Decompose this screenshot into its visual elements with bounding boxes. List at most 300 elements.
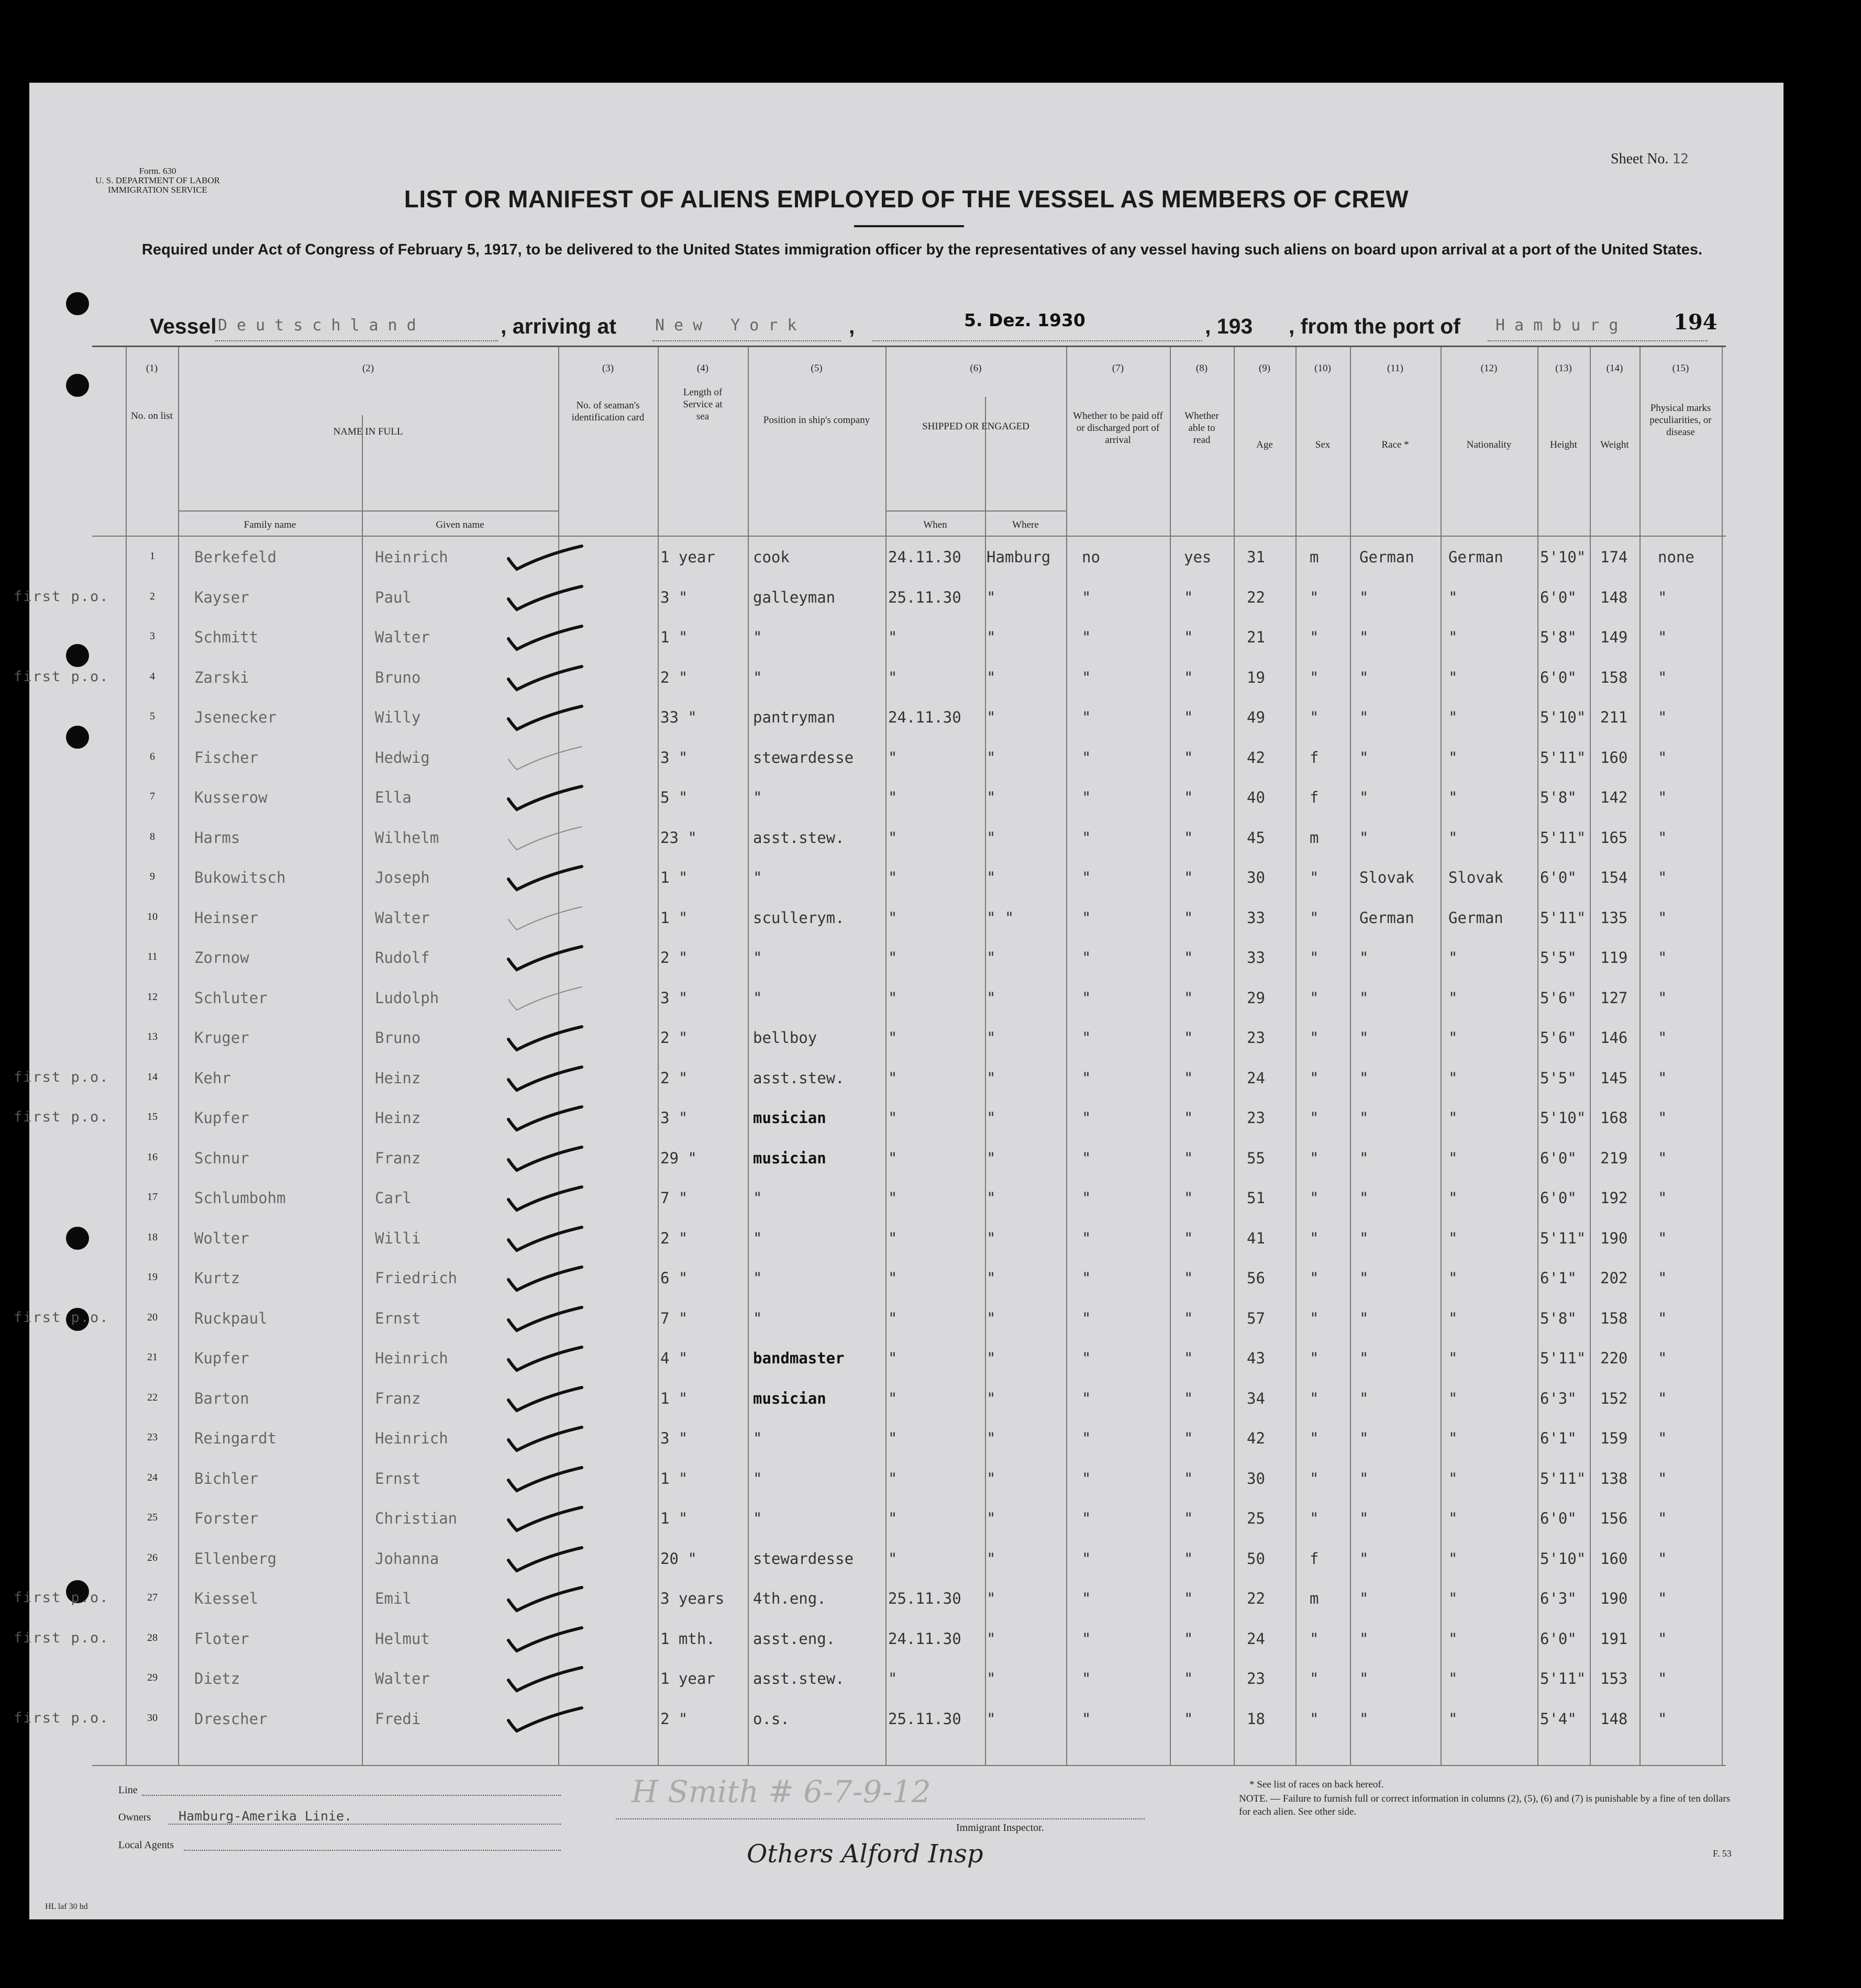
- service-length: 4 ": [660, 1349, 688, 1367]
- family-name-header: Family name: [243, 519, 296, 530]
- height: 5'11": [1540, 1469, 1586, 1487]
- shipped-where: ": [987, 949, 996, 967]
- check-mark-icon: [503, 1220, 587, 1257]
- row-number: 1: [150, 550, 155, 562]
- age: 51: [1247, 1189, 1265, 1207]
- row-number: 28: [147, 1631, 158, 1643]
- shipped-when: ": [888, 1229, 898, 1247]
- row-number: 26: [147, 1551, 158, 1563]
- service-length: 3 ": [660, 1429, 688, 1447]
- able-to-read: ": [1184, 588, 1193, 606]
- col11-header: Race *: [1381, 439, 1409, 450]
- able-to-read: ": [1184, 1469, 1193, 1487]
- family-name: Kusserow: [194, 788, 268, 806]
- able-to-read: ": [1184, 1509, 1193, 1527]
- height: 5'10": [1540, 1109, 1586, 1127]
- paid-off: ": [1082, 949, 1091, 967]
- age: 23: [1247, 1670, 1265, 1687]
- shipped-where: ": [987, 869, 996, 886]
- age: 18: [1247, 1709, 1265, 1728]
- physical-marks: ": [1658, 949, 1667, 967]
- service-length: 2 ": [660, 1229, 688, 1247]
- nationality: ": [1448, 1670, 1458, 1687]
- row-number: 10: [147, 910, 158, 923]
- shipped-when: ": [888, 628, 898, 646]
- position: ": [753, 628, 762, 646]
- weight: 202: [1600, 1269, 1628, 1287]
- physical-marks: ": [1658, 588, 1667, 606]
- col11-number: (11): [1387, 363, 1403, 374]
- weight: 152: [1600, 1389, 1628, 1407]
- paid-off: ": [1082, 628, 1091, 646]
- inspector-label: Immigrant Inspector.: [956, 1822, 1044, 1834]
- height: 5'5": [1540, 949, 1577, 967]
- given-name: Emil: [375, 1590, 412, 1607]
- position: pantryman: [753, 708, 836, 726]
- given-name: Willi: [375, 1229, 421, 1247]
- race: ": [1359, 949, 1369, 967]
- sex: ": [1310, 1469, 1319, 1487]
- height: 5'11": [1540, 748, 1586, 767]
- age: 30: [1247, 869, 1265, 886]
- table-row: [92, 817, 1726, 857]
- nationality: ": [1448, 828, 1458, 847]
- height: 6'1": [1540, 1429, 1577, 1447]
- bottom-left-code: HL laf 30 hd: [45, 1902, 88, 1911]
- shipped-where: ": [987, 1229, 996, 1247]
- service-length: 2 ": [660, 1069, 688, 1087]
- physical-marks: ": [1658, 1389, 1667, 1407]
- height: 5'8": [1540, 788, 1577, 806]
- family-name: Jsenecker: [194, 708, 277, 726]
- service-length: 1 ": [660, 908, 688, 927]
- position: o.s.: [753, 1709, 790, 1728]
- paid-off: ": [1082, 1229, 1091, 1247]
- height: 5'11": [1540, 828, 1586, 847]
- position: scullerym.: [753, 908, 845, 927]
- col15-number: (15): [1672, 363, 1689, 374]
- position: asst.stew.: [753, 1069, 845, 1087]
- paid-off: ": [1082, 1590, 1091, 1607]
- age: 33: [1247, 949, 1265, 967]
- row-number: 30: [147, 1712, 158, 1724]
- age: 34: [1247, 1389, 1265, 1407]
- shipped-where: ": [987, 748, 996, 767]
- physical-marks: ": [1658, 628, 1667, 646]
- shipped-where: ": [987, 628, 996, 646]
- sheet-number: [1611, 151, 1778, 168]
- shipped-subheader-rule: [885, 510, 1066, 512]
- height: 6'0": [1540, 668, 1577, 686]
- position: 4th.eng.: [753, 1590, 826, 1607]
- shipped-where: ": [987, 708, 996, 726]
- age: 30: [1247, 1469, 1265, 1487]
- age: 42: [1247, 748, 1265, 767]
- comma-separator: ,: [849, 314, 855, 338]
- check-mark-icon: [503, 1620, 587, 1657]
- age: 29: [1247, 989, 1265, 1007]
- given-name: Rudolf: [375, 949, 430, 967]
- col6-header: SHIPPED OR ENGAGED: [922, 421, 1029, 432]
- check-mark-icon: [503, 1380, 587, 1417]
- family-name: Schnur: [194, 1149, 249, 1167]
- col10-number: (10): [1314, 363, 1331, 374]
- col1-number: (1): [146, 363, 158, 374]
- family-name: Kruger: [194, 1029, 249, 1047]
- given-name: Ludolph: [375, 989, 439, 1007]
- service-length: 1 mth.: [660, 1629, 715, 1648]
- local-agents-label: Local Agents: [118, 1839, 174, 1851]
- shipped-when: ": [888, 1509, 898, 1527]
- weight: 127: [1600, 989, 1628, 1007]
- sex: ": [1310, 908, 1319, 927]
- table-row: [14, 577, 1726, 617]
- paid-off: no: [1082, 548, 1100, 566]
- given-name: Bruno: [375, 668, 421, 686]
- vessel-dotted-line: [215, 340, 498, 341]
- weight: 190: [1600, 1229, 1628, 1247]
- physical-marks: ": [1658, 748, 1667, 767]
- paid-off: ": [1082, 748, 1091, 767]
- shipped-when: 24.11.30: [888, 1629, 961, 1648]
- table-row: [92, 1658, 1726, 1698]
- punch-hole: [66, 292, 89, 315]
- manifest-sheet: [14, 83, 1784, 1919]
- shipped-when: ": [888, 1109, 898, 1127]
- vessel-label: Vessel: [150, 314, 217, 338]
- row-number: 5: [150, 710, 155, 722]
- table-row: [92, 537, 1726, 576]
- shipped-where: ": [987, 989, 996, 1007]
- weight: 159: [1600, 1429, 1628, 1447]
- weight: 146: [1600, 1029, 1628, 1047]
- service-length: 1 year: [660, 1670, 715, 1687]
- col9-number: (9): [1258, 363, 1271, 374]
- position: ": [753, 1229, 762, 1247]
- weight: 149: [1600, 628, 1628, 646]
- row-note: first p.o.: [14, 1109, 109, 1125]
- where-header: Where: [1012, 519, 1039, 530]
- sex: ": [1310, 1429, 1319, 1447]
- check-mark-icon: [503, 1300, 587, 1337]
- service-length: 2 ": [660, 949, 688, 967]
- given-name: Paul: [375, 588, 412, 606]
- punch-hole: [66, 644, 89, 667]
- form-code: F. 53: [1713, 1848, 1732, 1859]
- paid-off: ": [1082, 1509, 1091, 1527]
- race: ": [1359, 989, 1369, 1007]
- able-to-read: ": [1184, 989, 1193, 1007]
- height: 5'11": [1540, 908, 1586, 927]
- shipped-when: ": [888, 1069, 898, 1087]
- table-row: [92, 617, 1726, 657]
- row-number: 11: [147, 951, 158, 962]
- check-mark-icon: [503, 859, 587, 896]
- shipped-when: ": [888, 1309, 898, 1327]
- col8-number: (8): [1195, 363, 1208, 374]
- service-length: 3 years: [660, 1590, 725, 1607]
- shipped-where: ": [987, 588, 996, 606]
- family-name: Ellenberg: [194, 1549, 277, 1568]
- crew-manifest-table: [14, 346, 1726, 1766]
- shipped-when: ": [888, 828, 898, 847]
- punch-hole: [66, 374, 89, 397]
- table-row: [92, 857, 1726, 897]
- race: ": [1359, 1509, 1369, 1527]
- given-name: Heinz: [375, 1109, 421, 1127]
- nationality: ": [1448, 989, 1458, 1007]
- family-name: Ruckpaul: [194, 1309, 268, 1327]
- height: 6'0": [1540, 1149, 1577, 1167]
- race: ": [1359, 668, 1369, 686]
- when-header: When: [923, 519, 947, 530]
- race: ": [1359, 1709, 1369, 1728]
- paid-off: ": [1082, 1349, 1091, 1367]
- family-name: Forster: [194, 1509, 259, 1527]
- race: ": [1359, 1189, 1369, 1207]
- height: 5'5": [1540, 1069, 1577, 1087]
- race: ": [1359, 708, 1369, 726]
- nationality: ": [1448, 708, 1458, 726]
- check-mark-icon: [503, 1460, 587, 1497]
- paid-off: ": [1082, 989, 1091, 1007]
- shipped-when: ": [888, 668, 898, 686]
- sex: ": [1310, 1629, 1319, 1648]
- arrival-dotted-line: [652, 340, 841, 341]
- weight: 148: [1600, 1709, 1628, 1728]
- race: ": [1359, 1469, 1369, 1487]
- weight: 192: [1600, 1189, 1628, 1207]
- paid-off: ": [1082, 1670, 1091, 1687]
- nationality: ": [1448, 1309, 1458, 1327]
- check-mark-icon: [503, 699, 587, 736]
- family-name: Bichler: [194, 1469, 259, 1487]
- family-name: Schlumbohm: [194, 1189, 286, 1207]
- shipped-when: ": [888, 908, 898, 927]
- row-note: first p.o.: [14, 1590, 109, 1606]
- height: 6'3": [1540, 1590, 1577, 1607]
- nationality: ": [1448, 949, 1458, 967]
- position: stewardesse: [753, 748, 854, 767]
- shipped-where: ": [987, 1629, 996, 1648]
- shipped-when: ": [888, 989, 898, 1007]
- physical-marks: ": [1658, 1189, 1667, 1207]
- nationality: ": [1448, 1149, 1458, 1167]
- given-name: Walter: [375, 628, 430, 646]
- able-to-read: ": [1184, 1549, 1193, 1568]
- weight: 138: [1600, 1469, 1628, 1487]
- shipped-when: 25.11.30: [888, 588, 961, 606]
- able-to-read: ": [1184, 748, 1193, 767]
- table-row: [14, 1097, 1726, 1137]
- sex: f: [1310, 788, 1319, 806]
- physical-marks: ": [1658, 1469, 1667, 1487]
- col6-number: (6): [970, 363, 982, 374]
- table-row: [92, 1418, 1726, 1458]
- position: ": [753, 1189, 762, 1207]
- inspector-signature: H Smith # 6-7-9-12: [632, 1774, 931, 1809]
- given-name: Franz: [375, 1389, 421, 1407]
- position: asst.stew.: [753, 1670, 845, 1687]
- nationality: ": [1448, 1389, 1458, 1407]
- service-length: 1 ": [660, 1469, 688, 1487]
- table-row: [92, 1498, 1726, 1538]
- family-name: Bukowitsch: [194, 869, 286, 886]
- position: stewardesse: [753, 1549, 854, 1568]
- shipped-where: ": [987, 1189, 996, 1207]
- paid-off: ": [1082, 1029, 1091, 1047]
- row-number: 13: [147, 1031, 158, 1042]
- shipped-when: ": [888, 1029, 898, 1047]
- row-number: 23: [147, 1431, 158, 1443]
- race: ": [1359, 828, 1369, 847]
- physical-marks: ": [1658, 1269, 1667, 1287]
- row-number: 19: [147, 1271, 158, 1283]
- check-mark-icon: [503, 1260, 587, 1296]
- col3-header: No. of seaman's identification card: [571, 400, 645, 423]
- physical-marks: ": [1658, 1149, 1667, 1167]
- paid-off: ": [1082, 1429, 1091, 1447]
- race: ": [1359, 1109, 1369, 1127]
- service-length: 20 ": [660, 1549, 697, 1568]
- nationality: Slovak: [1448, 869, 1503, 886]
- age: 56: [1247, 1269, 1265, 1287]
- physical-marks: ": [1658, 1309, 1667, 1327]
- age: 22: [1247, 1590, 1265, 1607]
- shipped-where: ": [987, 1269, 996, 1287]
- sex: ": [1310, 588, 1319, 606]
- nationality: ": [1448, 1509, 1458, 1527]
- date-dotted-line: [872, 340, 1202, 341]
- service-length: 7 ": [660, 1189, 688, 1207]
- age: 25: [1247, 1509, 1265, 1527]
- family-name: Kurtz: [194, 1269, 240, 1287]
- service-length: 1 ": [660, 1389, 688, 1407]
- position: asst.stew.: [753, 828, 845, 847]
- sex: ": [1310, 1309, 1319, 1327]
- age: 45: [1247, 828, 1265, 847]
- service-length: 3 ": [660, 989, 688, 1007]
- paid-off: ": [1082, 908, 1091, 927]
- nationality: ": [1448, 628, 1458, 646]
- given-name: Joseph: [375, 869, 430, 886]
- check-mark-icon: [503, 1180, 587, 1216]
- family-name: Barton: [194, 1389, 249, 1407]
- height: 5'6": [1540, 989, 1577, 1007]
- table-row: [92, 1017, 1726, 1057]
- arriving-label: , arriving at: [501, 314, 617, 338]
- given-name: Bruno: [375, 1029, 421, 1047]
- race: ": [1359, 1670, 1369, 1687]
- race: ": [1359, 788, 1369, 806]
- check-mark-icon: [503, 1580, 587, 1617]
- race: ": [1359, 1349, 1369, 1367]
- date-stamp: 5. Dez. 1930: [964, 310, 1085, 330]
- line-label: Line: [118, 1784, 138, 1796]
- col1-header: No. on list: [131, 410, 173, 421]
- check-mark-icon: [503, 939, 587, 976]
- sheet-number-label: Sheet No.: [1611, 151, 1669, 167]
- family-name: Heinser: [194, 908, 259, 927]
- col14-header: Weight: [1600, 439, 1629, 450]
- height: 5'11": [1540, 1349, 1586, 1367]
- shipped-when: ": [888, 949, 898, 967]
- check-mark-icon: [503, 1340, 587, 1376]
- nationality: ": [1448, 1709, 1458, 1728]
- row-number: 18: [147, 1231, 158, 1243]
- col8-header: Whether able to read: [1184, 410, 1219, 446]
- service-length: 3 ": [660, 588, 688, 606]
- sex: ": [1310, 989, 1319, 1007]
- height: 5'11": [1540, 1670, 1586, 1687]
- physical-marks: ": [1658, 1029, 1667, 1047]
- shipped-when: ": [888, 1469, 898, 1487]
- weight: 168: [1600, 1109, 1628, 1127]
- race: ": [1359, 1389, 1369, 1407]
- nationality: ": [1448, 1629, 1458, 1648]
- race: ": [1359, 1269, 1369, 1287]
- age: 23: [1247, 1029, 1265, 1047]
- physical-marks: ": [1658, 1629, 1667, 1648]
- legal-requirement-text: Required under Act of Congress of February 5, 1917, to be delivered to the United States immigration officer by the representatives of any vessel having such aliens on board upon arrival at a port of the United States.: [141, 241, 1703, 258]
- sex: ": [1310, 1389, 1319, 1407]
- row-number: 24: [147, 1471, 158, 1483]
- col10-header: Sex: [1315, 439, 1331, 450]
- physical-marks: ": [1658, 668, 1667, 686]
- title-underline: [854, 225, 964, 227]
- shipped-when: ": [888, 1149, 898, 1167]
- sex: m: [1310, 548, 1319, 566]
- nationality: ": [1448, 1349, 1458, 1367]
- row-number: 9: [150, 871, 155, 882]
- table-row: [14, 1058, 1726, 1097]
- col3-number: (3): [602, 363, 614, 374]
- name-subheader-rule: [178, 510, 558, 512]
- row-number: 27: [147, 1592, 158, 1603]
- able-to-read: ": [1184, 869, 1193, 886]
- given-name: Friedrich: [375, 1269, 458, 1287]
- sex: ": [1310, 1189, 1319, 1207]
- family-name: Kehr: [194, 1069, 231, 1087]
- sex: ": [1310, 869, 1319, 886]
- paid-off: ": [1082, 1389, 1091, 1407]
- family-name: Harms: [194, 828, 240, 847]
- shipped-when: ": [888, 1389, 898, 1407]
- check-mark-icon: [503, 739, 587, 776]
- weight: 158: [1600, 1309, 1628, 1327]
- position: ": [753, 1309, 762, 1327]
- height: 5'8": [1540, 628, 1577, 646]
- page-title: LIST OR MANIFEST OF ALIENS EMPLOYED OF THE VESSEL AS MEMBERS OF CREW: [404, 185, 1409, 213]
- check-mark-icon: [503, 659, 587, 696]
- shipped-where: ": [987, 1109, 996, 1127]
- vessel-line: [150, 308, 1721, 345]
- check-mark-icon: [503, 619, 587, 656]
- row-note: first p.o.: [14, 668, 109, 685]
- weight: 154: [1600, 869, 1628, 886]
- nationality: ": [1448, 1229, 1458, 1247]
- able-to-read: ": [1184, 1349, 1193, 1367]
- paid-off: ": [1082, 1269, 1091, 1287]
- family-name: Berkefeld: [194, 548, 277, 566]
- service-length: 2 ": [660, 1029, 688, 1047]
- age: 21: [1247, 628, 1265, 646]
- race: ": [1359, 1149, 1369, 1167]
- position: bellboy: [753, 1029, 817, 1047]
- able-to-read: ": [1184, 828, 1193, 847]
- col5-number: (5): [811, 363, 823, 374]
- physical-marks: ": [1658, 1549, 1667, 1568]
